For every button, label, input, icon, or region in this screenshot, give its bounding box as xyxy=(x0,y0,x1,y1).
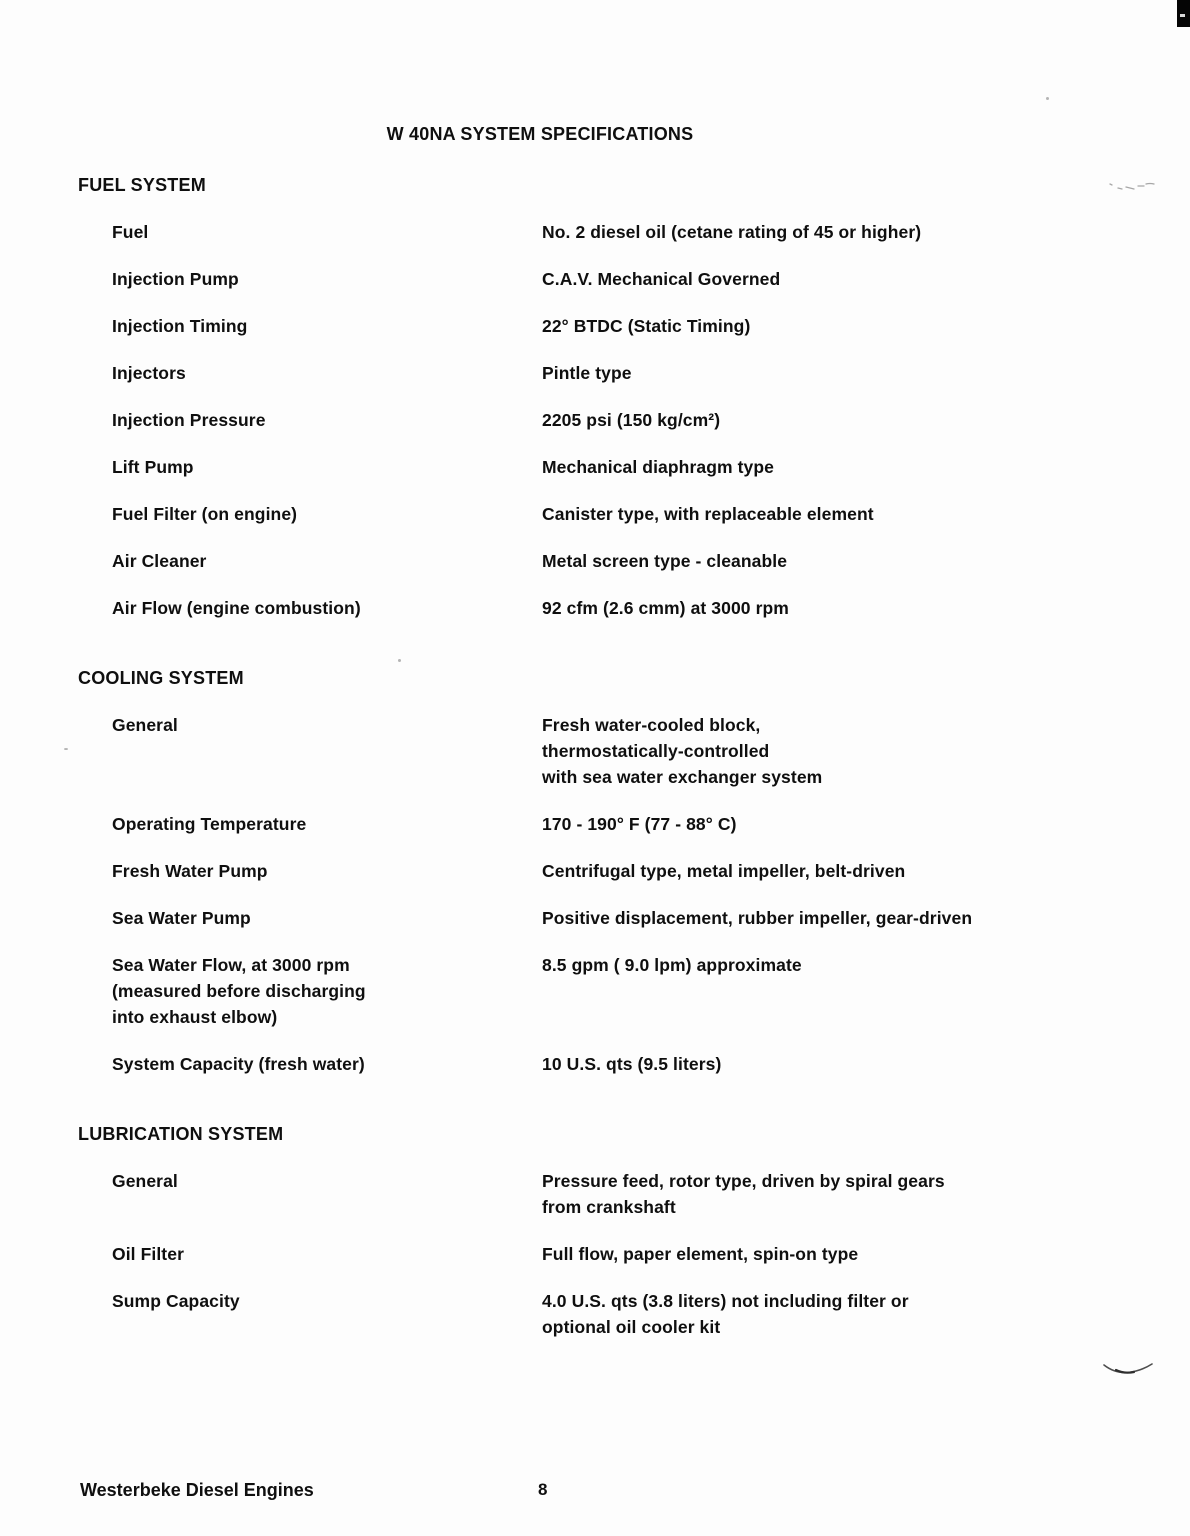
spec-label-line: Fuel Filter (on engine) xyxy=(112,504,298,524)
spec-label xyxy=(78,548,542,574)
spec-label xyxy=(78,595,542,621)
spec-value-line: from crankshaft xyxy=(542,1197,676,1217)
spec-value-line: Canister type, with replaceable element xyxy=(542,504,874,524)
spec-label-line: Sea Water Pump xyxy=(112,908,251,928)
spec-value xyxy=(542,1168,1140,1220)
spec-value xyxy=(542,712,1140,790)
spec-value-line: thermostatically-controlled xyxy=(542,741,770,761)
scan-pen-swoosh xyxy=(1102,1360,1154,1380)
spec-value-line: Centrifugal type, metal impeller, belt-driven xyxy=(542,861,906,881)
page-title: W 40NA SYSTEM SPECIFICATIONS xyxy=(386,124,694,144)
spec-value xyxy=(542,219,1140,245)
section-heading: COOLING SYSTEM xyxy=(78,668,244,688)
section-lubrication-system xyxy=(78,1121,1140,1340)
spec-value xyxy=(542,407,1140,433)
spec-label-line: Air Flow (engine combustion) xyxy=(112,598,361,618)
spec-label xyxy=(78,1288,542,1314)
spec-value xyxy=(542,905,1140,931)
spec-row xyxy=(78,407,1140,433)
spec-value-line: with sea water exchanger system xyxy=(542,767,823,787)
spec-label-line: Injectors xyxy=(112,363,186,383)
spec-value xyxy=(542,548,1140,574)
spec-label xyxy=(78,266,542,292)
spec-label-line: Sump Capacity xyxy=(112,1291,240,1311)
spec-row xyxy=(78,454,1140,480)
spec-value-line: Pintle type xyxy=(542,363,632,383)
spec-label-line: into exhaust elbow) xyxy=(112,1007,278,1027)
section-heading: FUEL SYSTEM xyxy=(78,175,206,195)
spec-label xyxy=(78,811,542,837)
spec-row xyxy=(78,266,1140,292)
spec-value xyxy=(542,1051,1140,1077)
spec-label xyxy=(78,454,542,480)
spec-row xyxy=(78,1051,1140,1077)
spec-value-line: Mechanical diaphragm type xyxy=(542,457,775,477)
specifications-list xyxy=(78,172,1140,1340)
spec-value-line: 92 cfm (2.6 cmm) at 3000 rpm xyxy=(542,598,789,618)
spec-row xyxy=(78,501,1140,527)
spec-value-line: 8.5 gpm ( 9.0 lpm) approximate xyxy=(542,955,802,975)
spec-label-line: Oil Filter xyxy=(112,1244,184,1264)
spec-label-line: General xyxy=(112,1171,178,1191)
scan-speck xyxy=(1046,97,1049,100)
spec-label-line: Air Cleaner xyxy=(112,551,207,571)
spec-label xyxy=(78,1168,542,1194)
spec-value-line: optional oil cooler kit xyxy=(542,1317,721,1337)
spec-value-line: 4.0 U.S. qts (3.8 liters) not including filter or xyxy=(542,1291,909,1311)
spec-row xyxy=(78,595,1140,621)
spec-label-line: Injection Pressure xyxy=(112,410,266,430)
spec-value xyxy=(542,811,1140,837)
spec-value-line: Full flow, paper element, spin-on type xyxy=(542,1244,859,1264)
spec-value-line: Positive displacement, rubber impeller, gear-driven xyxy=(542,908,973,928)
spec-label xyxy=(78,501,542,527)
spec-row xyxy=(78,1241,1140,1267)
section-fuel-system xyxy=(78,172,1140,621)
spec-value xyxy=(542,313,1140,339)
footer-brand: Westerbeke Diesel Engines xyxy=(80,1480,314,1500)
spec-row xyxy=(78,952,1140,1030)
spec-label-line: Injection Pump xyxy=(112,269,239,289)
spec-row xyxy=(78,1168,1140,1220)
spec-label xyxy=(78,952,542,1030)
spec-label-line: Fuel xyxy=(112,222,149,242)
spec-label-line: General xyxy=(112,715,178,735)
spec-label-line: (measured before discharging xyxy=(112,981,366,1001)
spec-value xyxy=(542,858,1140,884)
spec-value-line: C.A.V. Mechanical Governed xyxy=(542,269,781,289)
spec-value xyxy=(542,1288,1140,1340)
spec-value xyxy=(542,360,1140,386)
spec-value-line: No. 2 diesel oil (cetane rating of 45 or higher) xyxy=(542,222,922,242)
spec-label xyxy=(78,1051,542,1077)
spec-label xyxy=(78,858,542,884)
scan-corner-mark xyxy=(1177,0,1190,27)
spec-value-line: Fresh water-cooled block, xyxy=(542,715,761,735)
spec-row xyxy=(78,811,1140,837)
spec-label-line: Fresh Water Pump xyxy=(112,861,268,881)
spec-value xyxy=(542,595,1140,621)
spec-label-line: System Capacity (fresh water) xyxy=(112,1054,365,1074)
scan-speck xyxy=(64,748,68,750)
spec-label-line: Injection Timing xyxy=(112,316,248,336)
section-heading: LUBRICATION SYSTEM xyxy=(78,1124,284,1144)
spec-label xyxy=(78,407,542,433)
spec-value xyxy=(542,454,1140,480)
spec-value-line: 2205 psi (150 kg/cm²) xyxy=(542,410,721,430)
spec-label xyxy=(78,219,542,245)
spec-row xyxy=(78,1288,1140,1340)
spec-value xyxy=(542,266,1140,292)
spec-row xyxy=(78,219,1140,245)
spec-row xyxy=(78,712,1140,790)
spec-value xyxy=(542,952,1140,978)
spec-label xyxy=(78,712,542,738)
spec-row xyxy=(78,360,1140,386)
spec-label xyxy=(78,313,542,339)
spec-label xyxy=(78,905,542,931)
spec-label xyxy=(78,1241,542,1267)
spec-value-line: 170 - 190° F (77 - 88° C) xyxy=(542,814,737,834)
spec-row xyxy=(78,548,1140,574)
page-footer xyxy=(0,1477,1190,1503)
spec-label-line: Operating Temperature xyxy=(112,814,307,834)
spec-value-line: Pressure feed, rotor type, driven by spiral gears xyxy=(542,1171,945,1191)
spec-value-line: Metal screen type - cleanable xyxy=(542,551,788,571)
spec-value xyxy=(542,1241,1140,1267)
spec-label xyxy=(78,360,542,386)
spec-label-line: Sea Water Flow, at 3000 rpm xyxy=(112,955,350,975)
spec-row xyxy=(78,858,1140,884)
spec-label-line: Lift Pump xyxy=(112,457,194,477)
page-number: 8 xyxy=(538,1480,548,1499)
spec-value-line: 10 U.S. qts (9.5 liters) xyxy=(542,1054,722,1074)
spec-value xyxy=(542,501,1140,527)
spec-row xyxy=(78,905,1140,931)
spec-value-line: 22° BTDC (Static Timing) xyxy=(542,316,751,336)
section-cooling-system xyxy=(78,665,1140,1077)
spec-row xyxy=(78,313,1140,339)
